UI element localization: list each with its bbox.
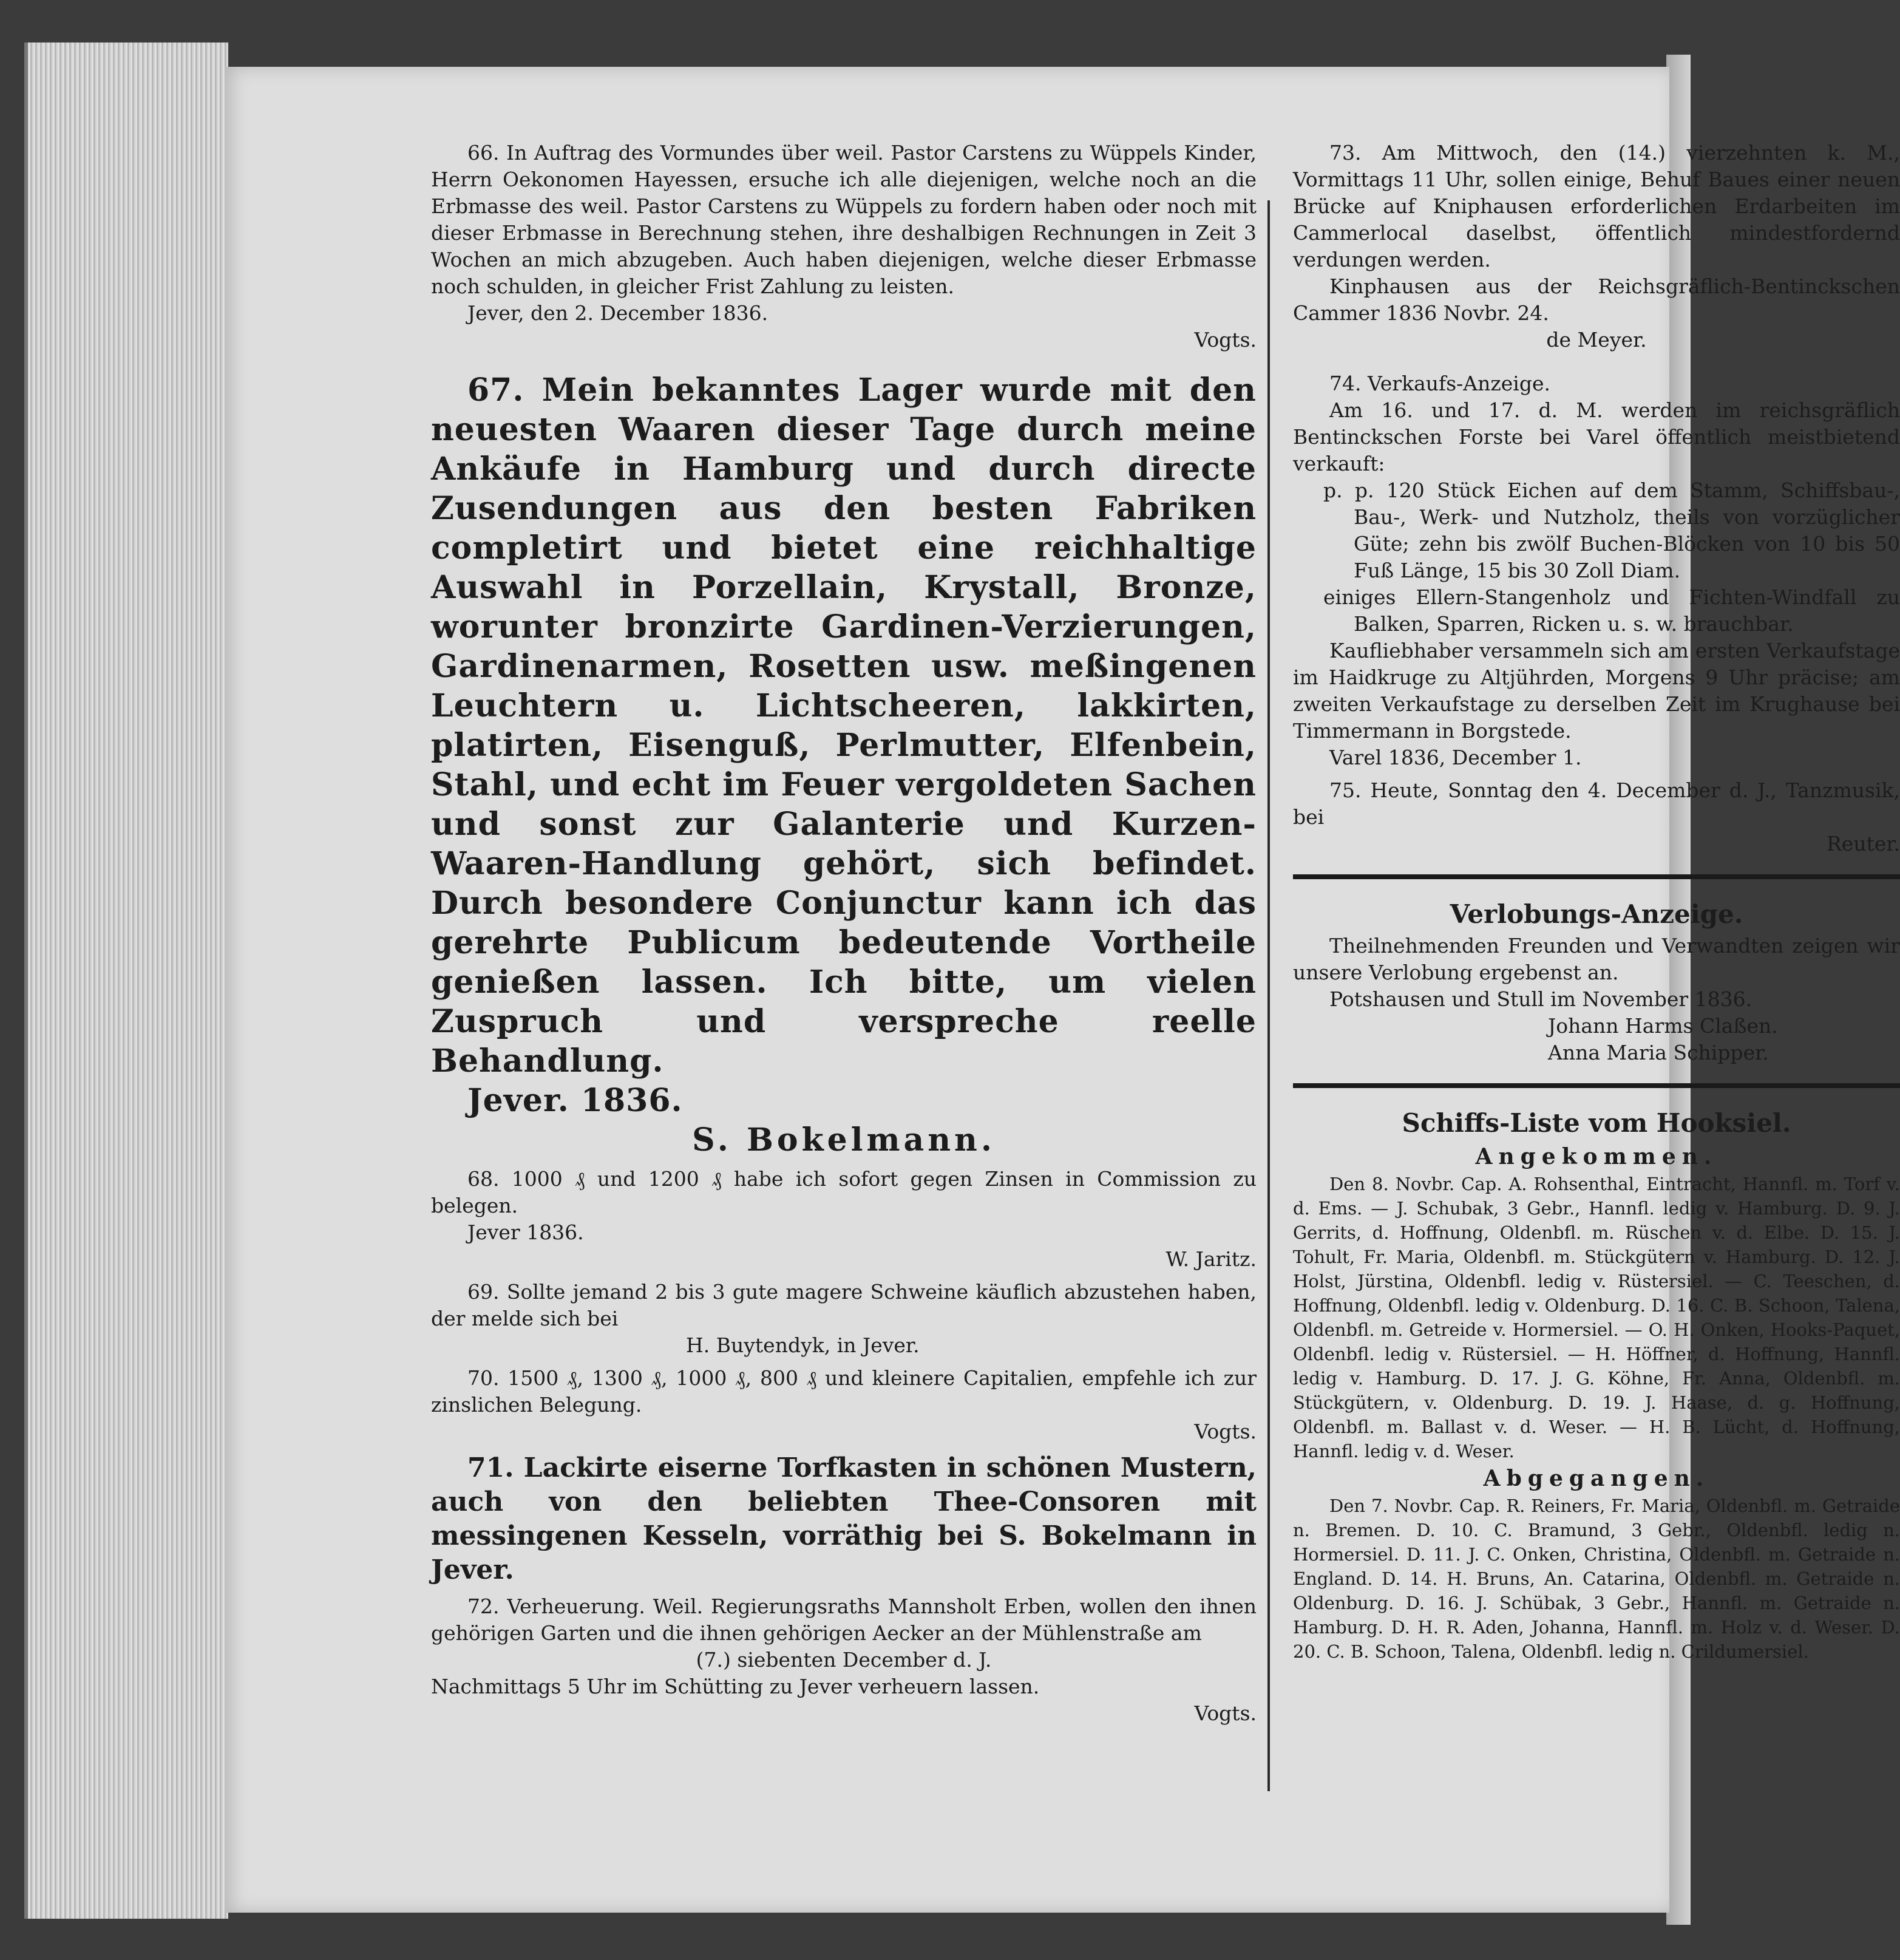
engagement-place: Potshausen und Stull im November 1836. — [1329, 987, 1752, 1011]
notice-72-text-2: Nachmittags 5 Uhr im Schütting zu Jever verheuern lassen. — [431, 1675, 1040, 1698]
notice-69-text: 69. Sollte jemand 2 bis 3 gute magere Schweine käuflich abzustehen haben, der melde sich bei — [431, 1280, 1257, 1330]
notice-72 — [431, 1593, 1257, 1727]
notice-75-text: 75. Heute, Sonntag den 4. December d. J., Tanzmusik, bei — [1293, 778, 1900, 829]
notice-67-text: 67. Mein bekanntes Lager wurde mit den neuesten Waaren dieser Tage durch meine Ankäufe in Hamburg und durch directe Zusendungen aus den besten Fabriken completirt und bietet eine reichhaltige Auswahl in Porzellain, Krystall, Bronze, worunter bronzirte Gardinen-Verzierungen, Gardinenarmen, Rosetten usw. meßingenen Leuchtern u. Lichtscheeren, lakkirten, platirten, Eisenguß, Perlmutter, Elfenbein, Stahl, und echt im Feuer vergoldeten Sachen und sonst zur Galanterie und Kurzen-Waaren-Handlung gehört, sich befindet. Durch besondere Conjunctur kann ich das gerehrte Publicum bedeutende Vortheile genießen lassen. Ich bitte, um vielen Zuspruch und verspreche reelle Behandlung. — [431, 372, 1257, 1080]
notice-68-signature: W. Jaritz. — [1165, 1247, 1257, 1271]
notice-66 — [431, 140, 1257, 353]
notice-75 — [1293, 777, 1900, 857]
notice-68 — [431, 1166, 1257, 1273]
notice-67 — [431, 370, 1257, 1160]
ship-list — [1293, 1105, 1900, 1664]
notice-66-signature: Vogts. — [1194, 328, 1257, 352]
notice-67-signature: S. Bokelmann. — [692, 1121, 996, 1159]
arrived-text: Den 8. Novbr. Cap. A. Rohsenthal, Eintracht, Hannfl. m. Torf v. d. Ems. — J. Schubak, 3 Gebr., Hannfl. ledig v. Hamburg. D. 9. J. Gerrits, d. Hoffnung, Oldenbfl. m. Rüschen v. d. Elbe. D. 15. J. Tohult, Fr. Maria, Oldenbfl. m. Stückgütern v. Hamburg. D. 12. J. Holst, Jürstina, Oldenbfl. ledig v. Rüstersiel. — C. Teeschen, d. Hoffnung, Oldenbfl. ledig v. Oldenburg. D. 16. C. B. Schoon, Talena, Oldenbfl. m. Getreide v. Hormersiel. — O. H. Onken, Hooks-Paquet, Oldenbfl. ledig v. Rüstersiel. — H. Höffner, d. Hoffnung, Hannfl. ledig v. Hamburg. D. 17. J. G. Köhne, Fr. Anna, Oldenbfl. m. Stückgütern, v. Oldenburg. D. 19. J. Haase, d. g. Hoffnung, Oldenbfl. m. Ballast v. d. Weser. — H. B. Lücht, d. Hoffnung, Hannfl. ledig v. d. Weser. — [1293, 1174, 1900, 1461]
notice-74-place: Varel 1836, December 1. — [1329, 746, 1582, 769]
notice-74-text-2: Kaufliebhaber versammeln sich am ersten Verkaufstage im Haidkruge zu Altjührden, Morgens 9 Uhr präcise; am zweiten Verkaufstage zu derselben Zeit im Krughause bei Timmermann in Borgstede. — [1293, 639, 1900, 743]
engagement-signature-2: Anna Maria Schipper. — [1548, 1041, 1769, 1064]
notice-71 — [431, 1451, 1257, 1587]
notice-66-place: Jever, den 2. December 1836. — [467, 301, 768, 325]
notice-67-place: Jever. 1836. — [467, 1082, 683, 1119]
newspaper-page — [225, 67, 1900, 1913]
notice-70-signature: Vogts. — [1194, 1420, 1257, 1443]
notice-71-text: 71. Lackirte eiserne Torfkasten in schönen Mustern, auch von den beliebten Thee-Consoren mit messingenen Kesseln, vorräthig bei S. Bokelmann in Jever. — [431, 1452, 1257, 1585]
ship-list-title: Schiffs-Liste vom Hooksiel. — [1402, 1108, 1791, 1138]
book-page-edges — [24, 43, 228, 1919]
notice-69-signature: H. Buytendyk, in Jever. — [686, 1333, 920, 1357]
notice-73 — [1293, 140, 1900, 353]
column-divider — [1267, 200, 1270, 1791]
section-rule — [1293, 1083, 1900, 1088]
notice-74-text: Am 16. und 17. d. M. werden im reichsgräflich Bentinckschen Forste bei Varel öffentlich meistbietend verkauft: — [1293, 398, 1900, 475]
notice-73-signature: de Meyer. — [1546, 328, 1647, 352]
notice-73-text: 73. Am Mittwoch, den (14.) vierzehnten k. M., Vormittags 11 Uhr, sollen einige, Behuf Baues einer neuen Brücke auf Kniphausen erforderlichen Erdarbeiten im Cammerlocal daselbst, öffentlich mindestfordernd verdungen werden. — [1293, 141, 1900, 271]
notice-72-text: 72. Verheuerung. Weil. Regierungsraths Mannsholt Erben, wollen den ihnen gehörigen Garten und die ihnen gehörigen Aecker an der Mühlenstraße am — [431, 1594, 1257, 1645]
engagement-signature-1: Johann Harms Claßen. — [1548, 1014, 1778, 1038]
notice-68-text: 68. 1000 ₰ und 1200 ₰ habe ich sofort gegen Zinsen in Commission zu belegen. — [431, 1167, 1257, 1217]
notice-72-date: (7.) siebenten December d. J. — [696, 1648, 992, 1672]
notice-73-place: Kinphausen aus der Reichsgräflich-Bentinckschen Cammer 1836 Novbr. 24. — [1293, 274, 1900, 325]
departed-title: Abgegangen. — [1483, 1466, 1710, 1491]
notice-70-text: 70. 1500 ₰, 1300 ₰, 1000 ₰, 800 ₰ und kleinere Capitalien, empfehle ich zur zinslichen Belegung. — [431, 1366, 1257, 1417]
notice-75-signature: Reuter. — [1826, 832, 1900, 856]
notice-72-signature: Vogts. — [1194, 1701, 1257, 1725]
left-column — [431, 140, 1257, 1733]
notice-70 — [431, 1365, 1257, 1445]
notice-74-item: einiges Ellern-Stangenholz und Fichten-Windfall zu Balken, Sparren, Ricken u. s. w. brauchbar. — [1323, 585, 1900, 636]
notice-74-heading: 74. Verkaufs-Anzeige. — [1329, 372, 1550, 395]
engagement-text: Theilnehmenden Freunden und Verwandten zeigen wir unsere Verlobung ergebenst an. — [1293, 934, 1900, 984]
notice-68-place: Jever 1836. — [467, 1220, 584, 1244]
notice-69 — [431, 1279, 1257, 1359]
engagement-notice — [1293, 896, 1900, 1066]
section-rule — [1293, 874, 1900, 879]
engagement-title: Verlobungs-Anzeige. — [1450, 899, 1743, 929]
notice-74 — [1293, 370, 1900, 771]
departed-text: Den 7. Novbr. Cap. R. Reiners, Fr. Maria, Oldenbfl. m. Getraide n. Bremen. D. 10. C. Bramund, 3 Gebr., Oldenbfl. ledig n. Hormersiel. D. 11. J. C. Onken, Christina, Oldenbfl. m. Getraide n. England. D. 14. H. Bruns, An. Catarina, Oldenbfl. m. Getraide n. Oldenburg. D. 16. J. Schübak, 3 Gebr., Hannfl. m. Getraide n. Hamburg. D. H. R. Aden, Johanna, Hannfl. m. Holz v. d. Weser. D. 20. C. B. Schoon, Talena, Oldenbfl. ledig n. Crildumersiel. — [1293, 1496, 1900, 1662]
right-column — [1293, 140, 1900, 1670]
notice-66-text: 66. In Auftrag des Vormundes über weil. Pastor Carstens zu Wüppels Kinder, Herrn Oekonomen Hayessen, ersuche ich alle diejenigen, welche noch an die Erbmasse des weil. Pastor Carstens zu Wüppels zu fordern haben oder noch mit dieser Erbmasse in Berechnung stehen, ihre deshalbigen Rechnungen in Zeit 3 Wochen an mich abzugeben. Auch haben diejenigen, welche dieser Erbmasse noch schulden, in gleicher Frist Zahlung zu leisten. — [431, 141, 1257, 298]
notice-74-item: p. p. 120 Stück Eichen auf dem Stamm, Schiffsbau-, Bau-, Werk- und Nutzholz, theils von vorzüglicher Güte; zehn bis zwölf Buchen-Blöcken von 10 bis 50 Fuß Länge, 15 bis 30 Zoll Diam. — [1323, 478, 1900, 582]
arrived-title: Angekommen. — [1475, 1144, 1718, 1169]
